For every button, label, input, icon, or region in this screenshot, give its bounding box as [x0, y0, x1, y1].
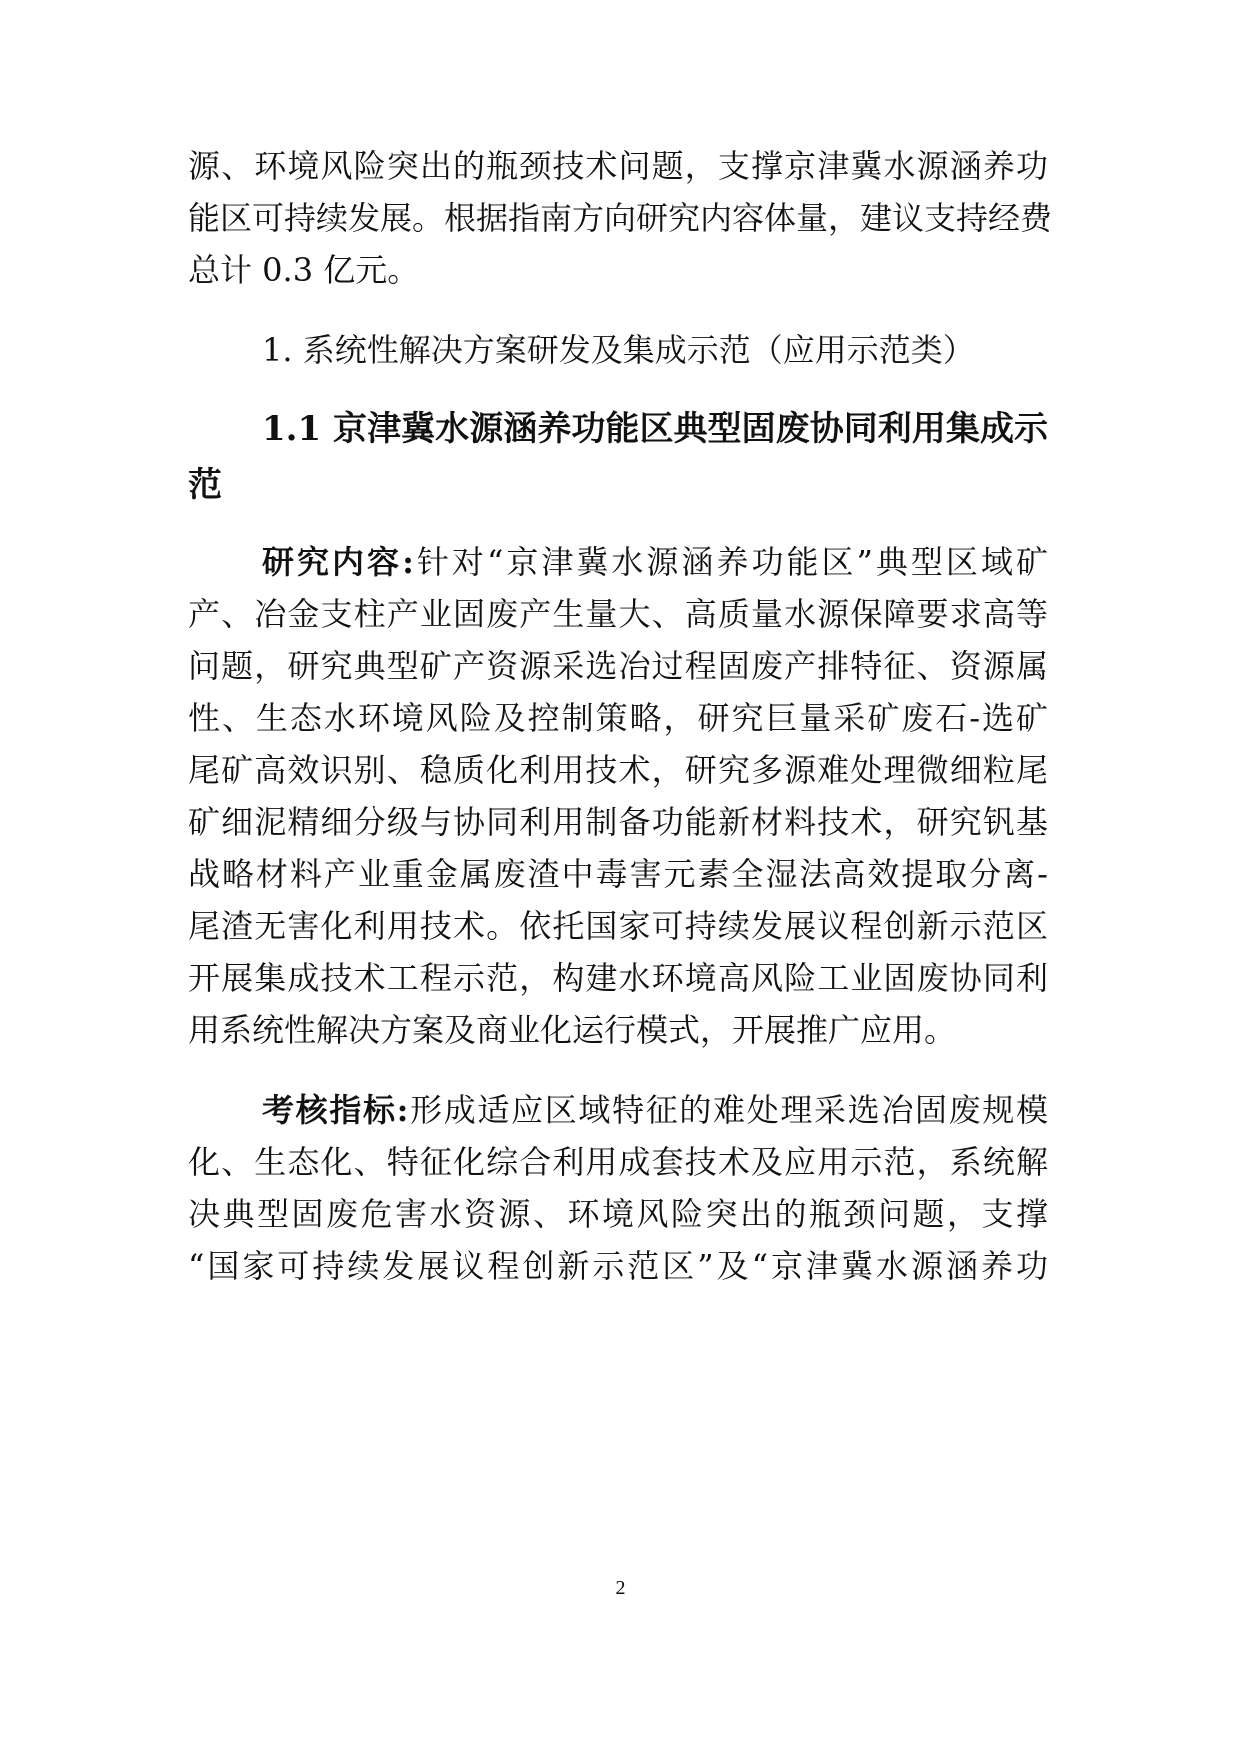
assessment-line: 决典型固废危害水资源、环境风险突出的瓶颈问题，支撑 — [188, 1195, 1048, 1233]
assessment-first-line-text: 形成适应区域特征的难处理采选冶固废规模 — [408, 1091, 1048, 1129]
subsection-heading-line-2: 范 — [188, 465, 222, 505]
research-line: 矿细泥精细分级与协同利用制备功能新材料技术，研究钒基 — [188, 803, 1048, 841]
assessment-label: 考核指标: — [262, 1091, 409, 1129]
research-line: 开展集成技术工程示范，构建水环境高风险工业固废协同利 — [188, 959, 1048, 997]
research-line: 产、冶金支柱产业固废产生量大、高质量水源保障要求高等 — [188, 595, 1048, 633]
intro-line-2: 能区可持续发展。根据指南方向研究内容体量，建议支持经费 — [188, 199, 1053, 237]
research-first-line-text: 针对“京津冀水源涵养功能区”典型区域矿 — [413, 543, 1048, 581]
research-line: 尾渣无害化利用技术。依托国家可持续发展议程创新示范区 — [188, 907, 1048, 945]
research-first-line — [262, 542, 1048, 582]
intro-line-3: 总计 0.3 亿元。 — [188, 251, 420, 289]
research-line: 问题，研究典型矿产资源采选冶过程固废产排特征、资源属 — [188, 647, 1048, 685]
assessment-first-line — [262, 1090, 1048, 1130]
section-heading: 1. 系统性解决方案研发及集成示范（应用示范类） — [262, 331, 975, 369]
page-number: 2 — [615, 1577, 626, 1599]
research-label: 研究内容: — [262, 543, 414, 581]
research-line: 战略材料产业重金属废渣中毒害元素全湿法高效提取分离- — [188, 855, 1048, 893]
intro-line-1: 源、环境风险突出的瓶颈技术问题，支撑京津冀水源涵养功 — [188, 147, 1048, 185]
assessment-line: “国家可持续发展议程创新示范区”及“京津冀水源涵养功 — [188, 1247, 1048, 1285]
research-line: 性、生态水环境风险及控制策略，研究巨量采矿废石-选矿 — [188, 699, 1048, 737]
research-line: 用系统性解决方案及商业化运行模式，开展推广应用。 — [188, 1011, 957, 1049]
research-line: 尾矿高效识别、稳质化利用技术，研究多源难处理微细粒尾 — [188, 751, 1048, 789]
assessment-line: 化、生态化、特征化综合利用成套技术及应用示范，系统解 — [188, 1143, 1048, 1181]
subsection-heading-line-1: 1.1 京津冀水源涵养功能区典型固废协同利用集成示 — [262, 409, 1048, 449]
